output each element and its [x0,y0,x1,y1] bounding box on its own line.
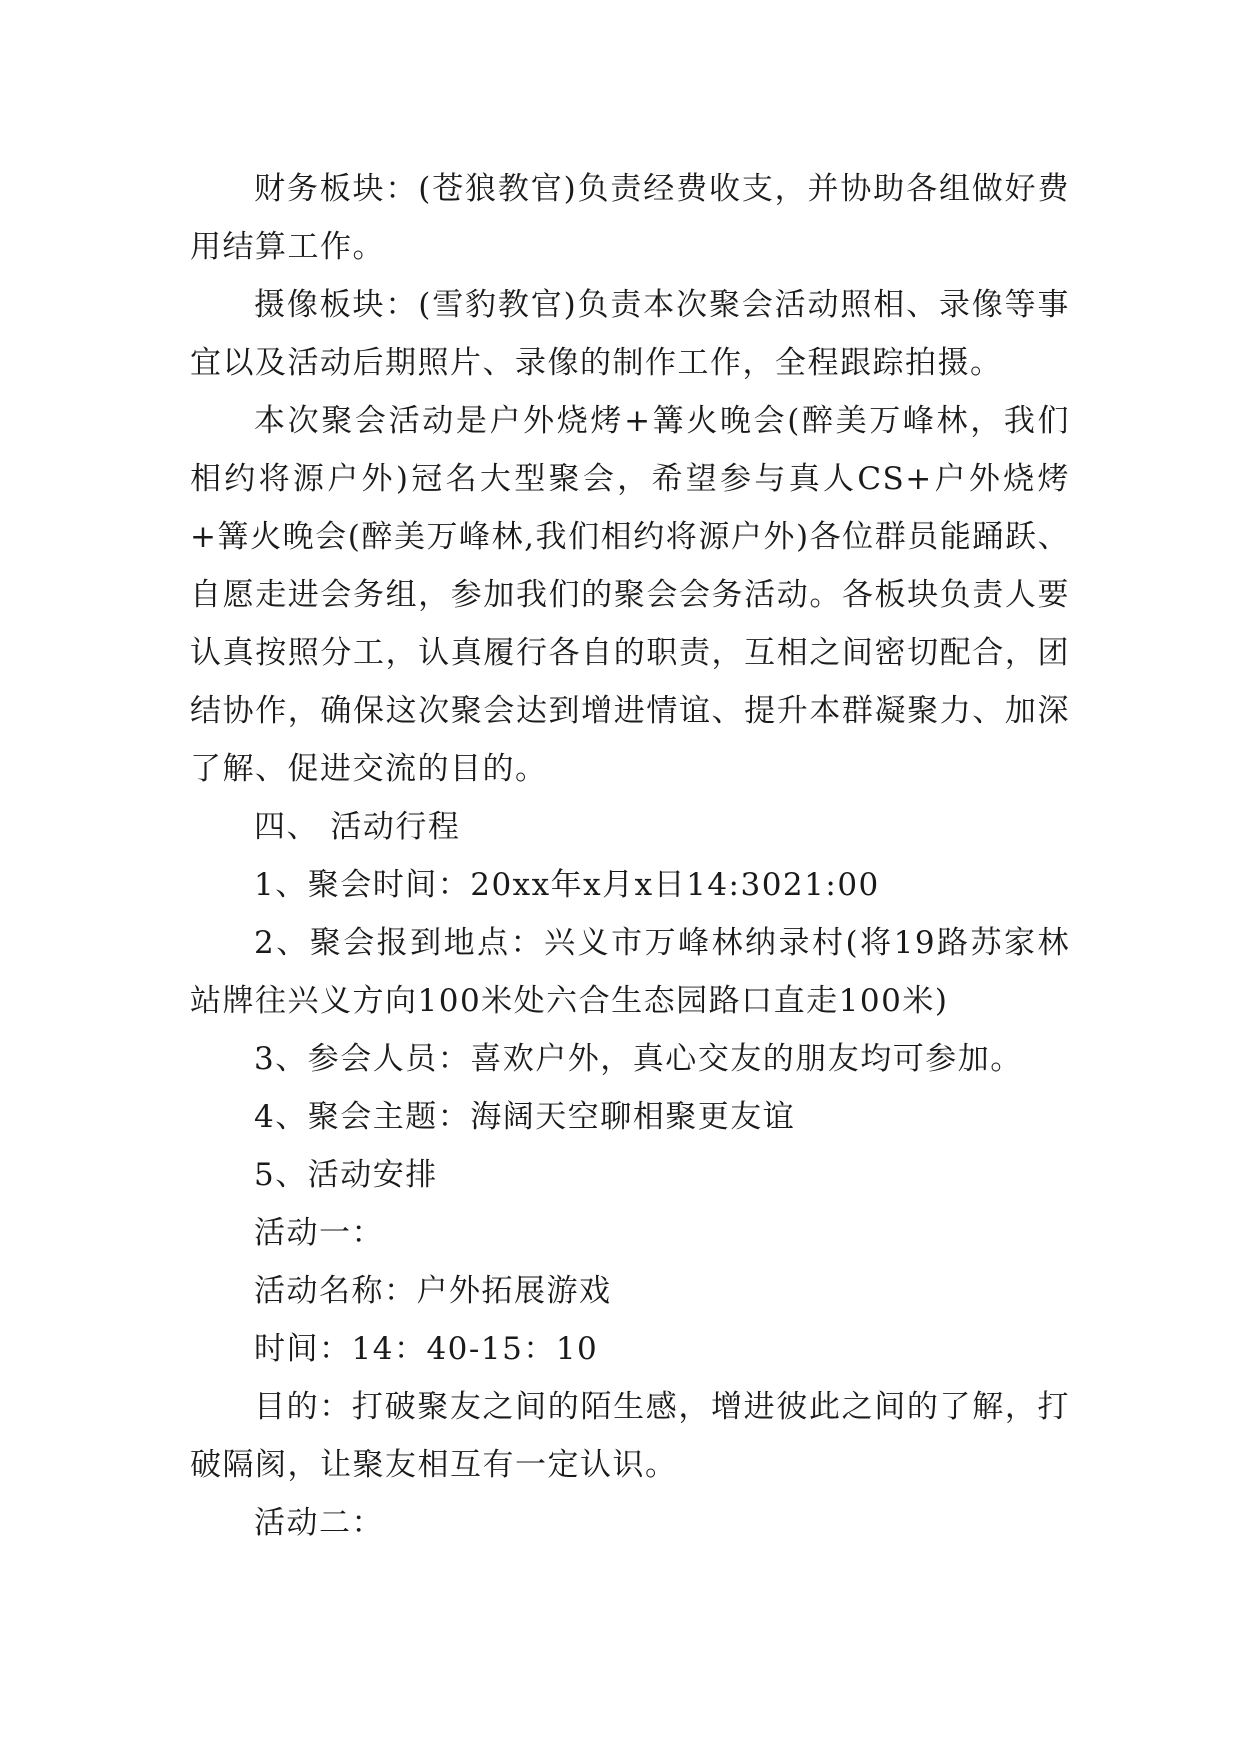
activity-two-heading: 活动二： [254,1505,384,1541]
activity-one-heading: 活动一： [254,1215,384,1251]
item-activity-schedule: 5、活动安排 [254,1157,438,1193]
item-event-location: 2、聚会报到地点：兴义市万峰林纳录村(将19路苏家林站牌往兴义方向100米处六合生态园路口直走100米) [190,925,1070,1019]
activity-one-name: 活动名称：户外拓展游戏 [254,1273,612,1309]
paragraph-photography: 摄像板块：(雪豹教官)负责本次聚会活动照相、录像等事宜以及活动后期照片、录像的制作工作，全程跟踪拍摄。 [190,287,1070,381]
paragraph-finance: 财务板块：(苍狼教官)负责经费收支，并协助各组做好费用结算工作。 [190,171,1070,265]
item-event-theme: 4、聚会主题：海阔天空聊相聚更友谊 [254,1099,796,1135]
section-heading-itinerary: 四、 活动行程 [254,809,461,845]
item-participants: 3、参会人员：喜欢户外，真心交友的朋友均可参加。 [254,1041,1023,1077]
activity-one-purpose: 目的：打破聚友之间的陌生感，增进彼此之间的了解，打破隔阂，让聚友相互有一定认识。 [190,1389,1070,1483]
paragraph-event-summary: 本次聚会活动是户外烧烤+篝火晚会(醉美万峰林，我们相约将源户外)冠名大型聚会，希望参与真人CS+户外烧烤+篝火晚会(醉美万峰林,我们相约将源户外)各位群员能踊跃、自愿走进会务组，参加我们的聚会会务活动。各板块负责人要认真按照分工，认真履行各自的职责，互相之间密切配合，团结协作，确保这次聚会达到增进情谊、提升本群凝聚力、加深了解、促进交流的目的。 [190,403,1070,787]
document-body [190,160,1070,1552]
item-event-time: 1、聚会时间：20xx年x月x日14:3021:00 [254,867,880,903]
activity-one-time: 时间：14：40-15：10 [254,1331,599,1367]
